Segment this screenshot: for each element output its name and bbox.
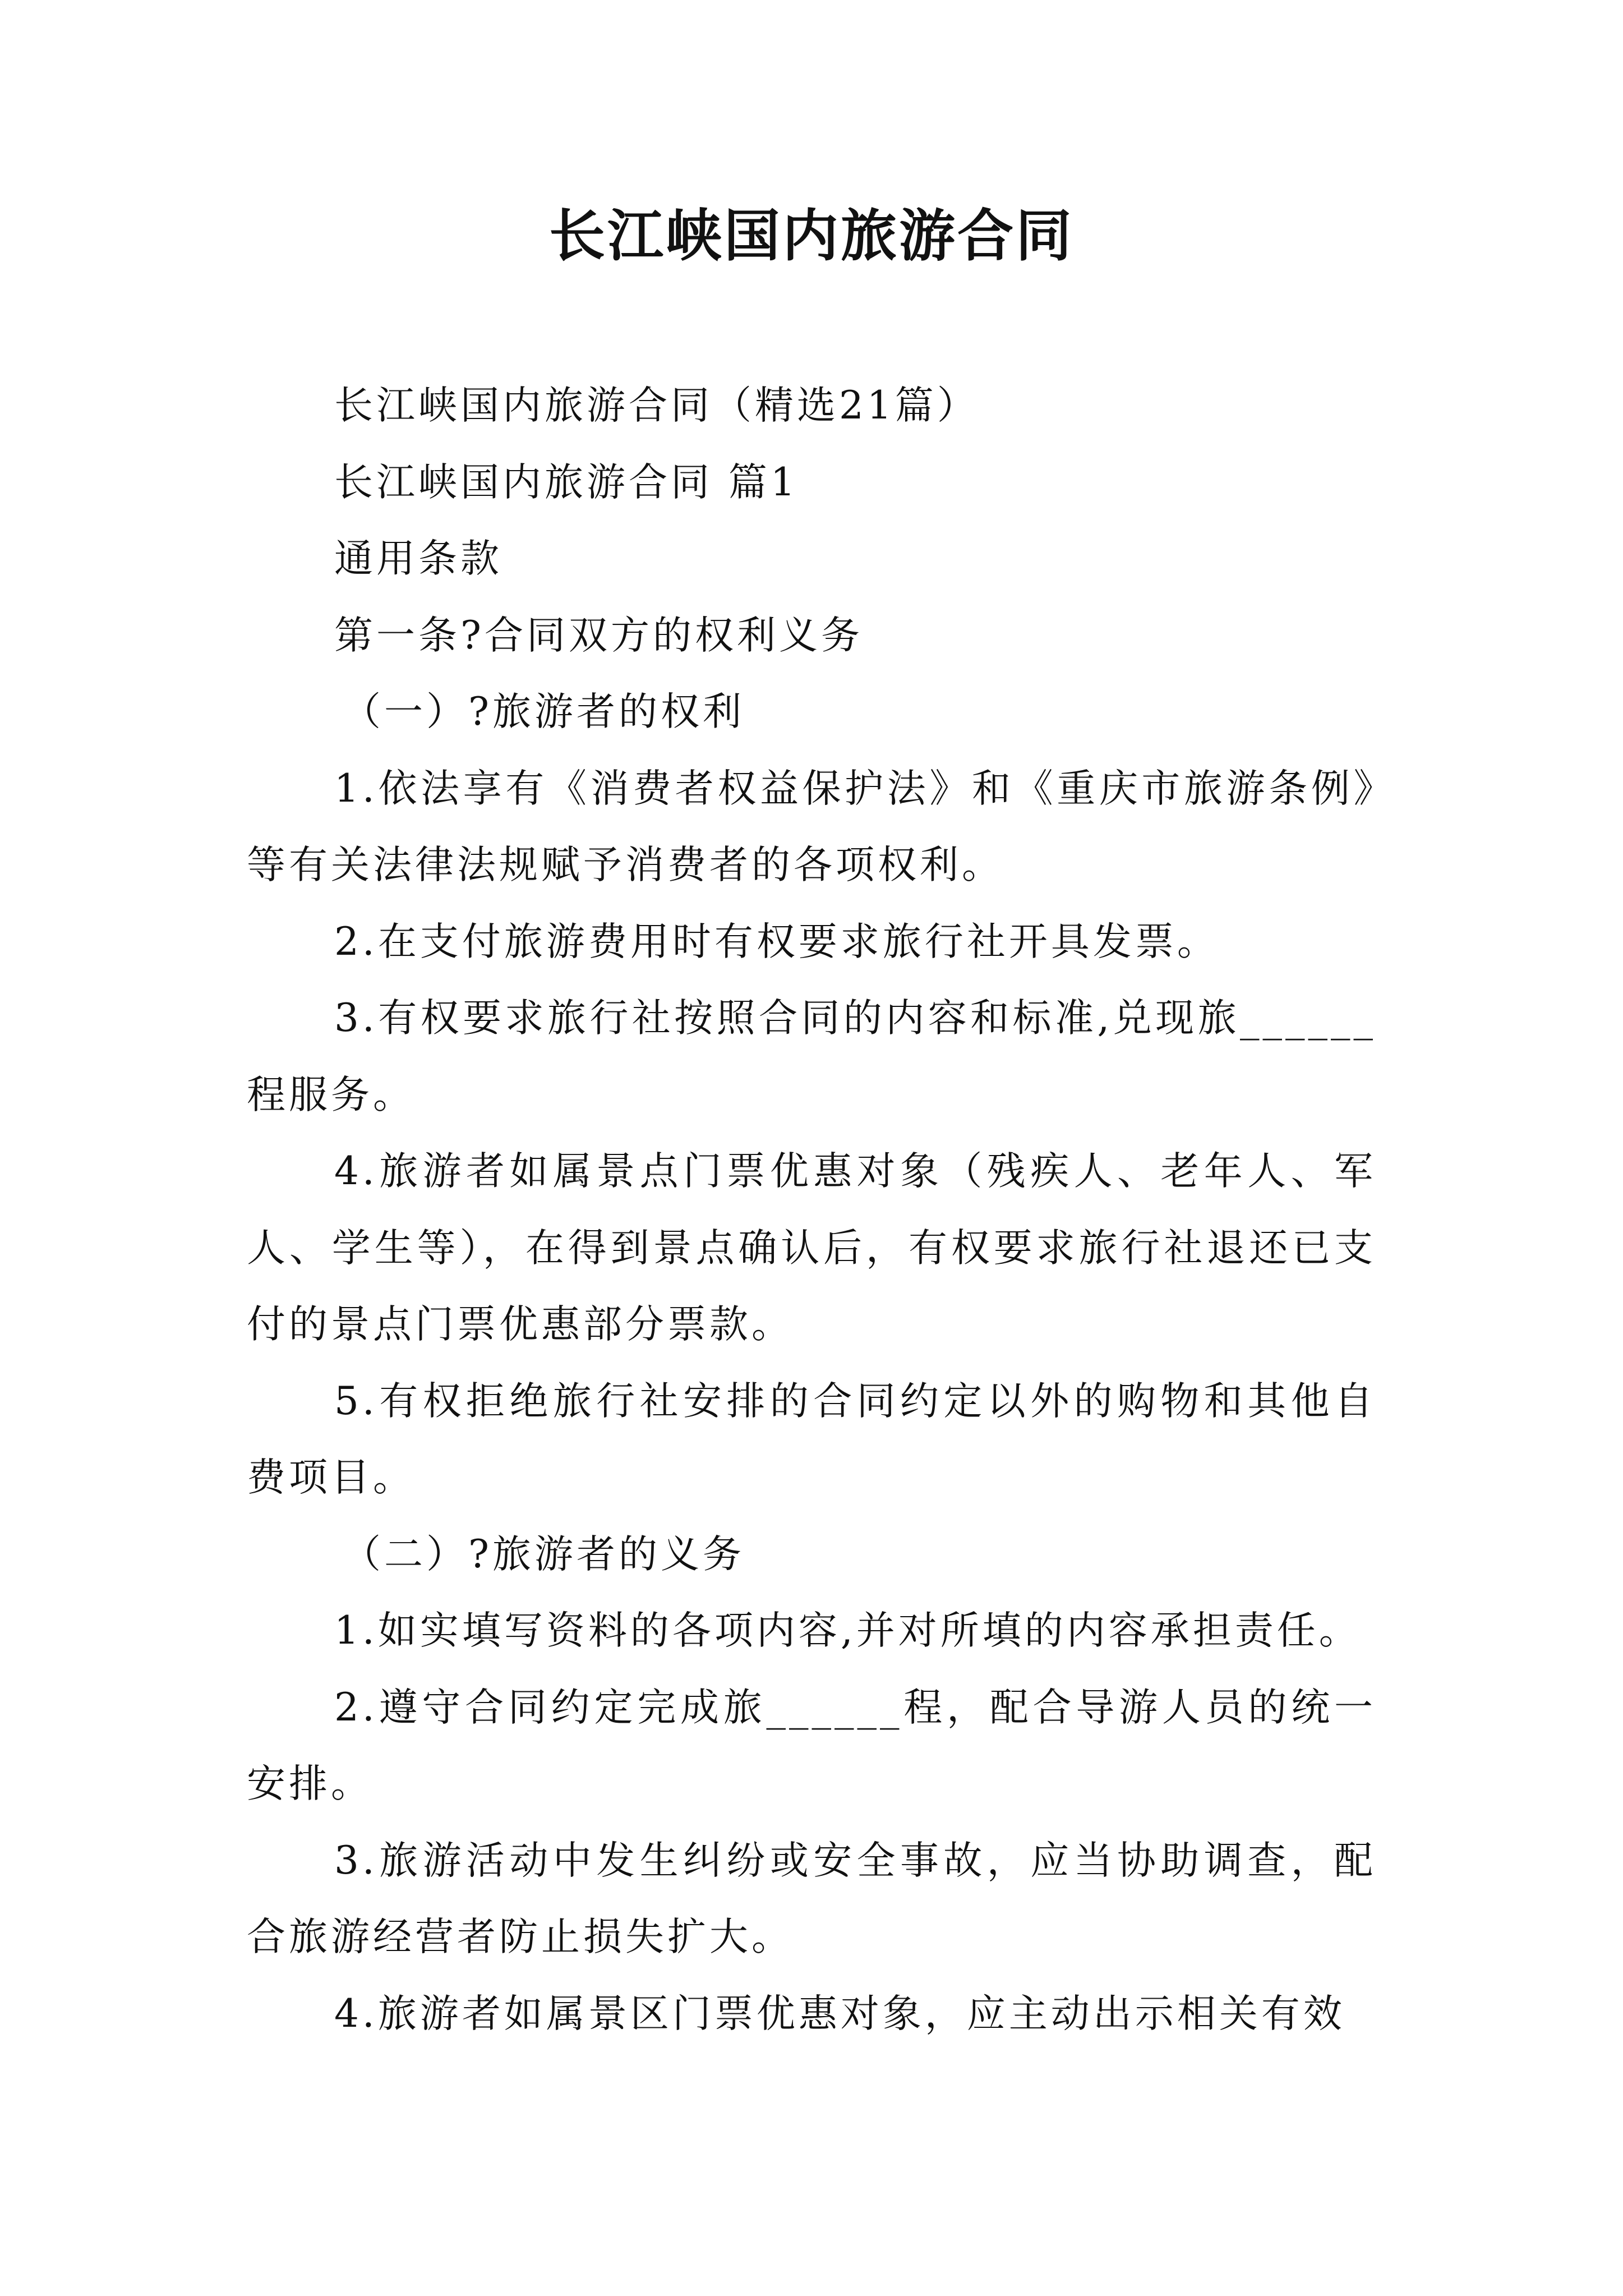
paragraph-right-5: 5.有权拒绝旅行社安排的合同约定以外的购物和其他自费项目。 [247, 1378, 1376, 1500]
paragraph-article-1: 第一条?合同双方的权利义务 [334, 613, 863, 658]
document-body [247, 367, 1376, 2052]
paragraph-right-4: 4.旅游者如属景点门票优惠对象（残疾人、老年人、军人、学生等），在得到景点确认后，有权要求旅行社退还已支付的景点门票优惠部分票款。 [247, 1149, 1376, 1347]
paragraph-duty-4: 4.旅游者如属景区门票优惠对象，应主动出示相关有效 [334, 1991, 1345, 2036]
paragraph-right-2: 2.在支付旅游费用时有权要求旅行社开具发票。 [334, 919, 1219, 964]
paragraph-rights-heading: （一）?旅游者的权利 [342, 689, 745, 734]
paragraph-duty-2: 2.遵守合同约定完成旅______程，配合导游人员的统一安排。 [247, 1685, 1376, 1806]
paragraph-general-terms: 通用条款 [334, 536, 502, 581]
paragraph-duties-heading: （二）?旅游者的义务 [342, 1531, 745, 1577]
paragraph-right-1: 1.依法享有《消费者权益保护法》和《重庆市旅游条例》等有关法律法规赋予消费者的各项权利。 [247, 766, 1376, 887]
paragraph-section-heading: 长江峡国内旅游合同 篇1 [334, 459, 799, 505]
document-title: 长江峡国内旅游合同 [549, 203, 1074, 269]
paragraph-duty-3: 3.旅游活动中发生纠纷或安全事故，应当协助调查，配合旅游经营者防止损失扩大。 [247, 1838, 1376, 1959]
paragraph-subtitle: 长江峡国内旅游合同（精选21篇） [334, 383, 979, 428]
paragraph-duty-1: 1.如实填写资料的各项内容,并对所填的内容承担责任。 [334, 1608, 1361, 1653]
paragraph-right-3: 3.有权要求旅行社按照合同的内容和标准,兑现旅______程服务。 [247, 996, 1376, 1117]
